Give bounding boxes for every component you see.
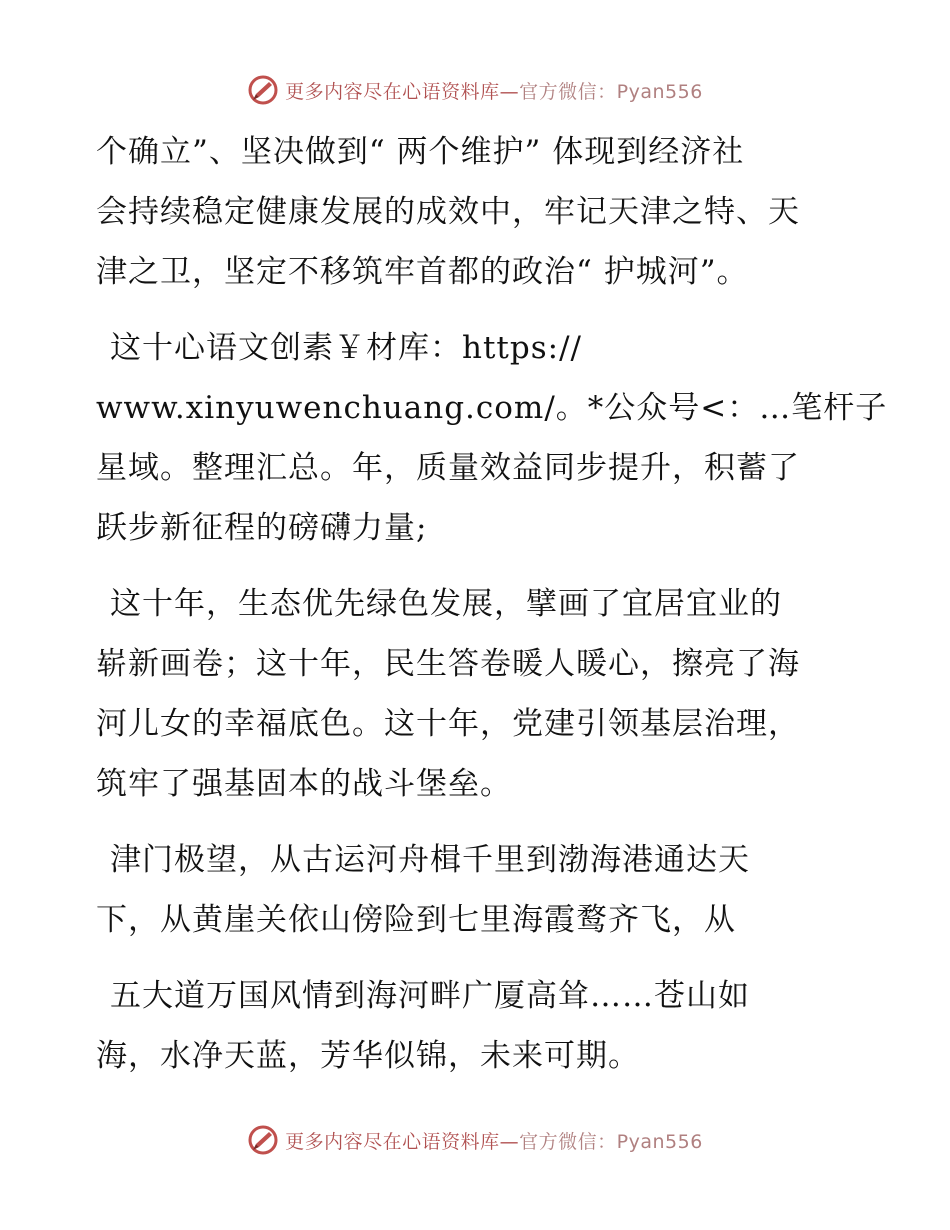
watermark-wechat: 官方微信：Pyan556 bbox=[519, 80, 703, 103]
text-line: 这十心语文创素￥材库：https:// bbox=[110, 330, 582, 366]
text-line: 津门极望，从古运河舟楫千里到渤海港通达天 bbox=[110, 842, 750, 878]
text-line: 筑牢了强基固本的战斗堡垒。 bbox=[96, 766, 512, 802]
paragraph-2 bbox=[96, 318, 888, 558]
text-line: 星域。整理汇总。年，质量效益同步提升，积蓄了 bbox=[96, 450, 800, 486]
document-body bbox=[96, 122, 888, 1102]
watermark-text bbox=[285, 77, 703, 104]
text-line: www.xinyuwenchuang.com/。*公众号<：…笔杆子 bbox=[96, 390, 888, 426]
footer-watermark-banner bbox=[0, 1120, 950, 1160]
xinyu-logo-icon bbox=[247, 1124, 279, 1156]
watermark-text bbox=[285, 1127, 703, 1154]
text-line: 海，水净天蓝，芳华似锦，未来可期。 bbox=[96, 1038, 640, 1074]
text-line: 这十年，生态优先绿色发展，擘画了宜居宜业的 bbox=[110, 586, 782, 622]
text-line: 崭新画卷；这十年，民生答卷暖人暖心，擦亮了海 bbox=[96, 646, 800, 682]
text-line: 津之卫，坚定不移筑牢首都的政治“ 护城河”。 bbox=[96, 254, 749, 290]
watermark-main: 更多内容尽在心语资料库 bbox=[285, 1130, 500, 1153]
watermark-main: 更多内容尽在心语资料库 bbox=[285, 80, 500, 103]
paragraph-1 bbox=[96, 122, 856, 302]
text-line: 五大道万国风情到海河畔广厦高耸……苍山如 bbox=[110, 978, 750, 1014]
watermark-dash: — bbox=[499, 1130, 520, 1153]
text-line: 河儿女的幸福底色。这十年，党建引领基层治理， bbox=[96, 706, 800, 742]
paragraph-5 bbox=[96, 966, 856, 1086]
text-line: 会持续稳定健康发展的成效中，牢记天津之特、天 bbox=[96, 194, 800, 230]
watermark-dash: — bbox=[499, 80, 520, 103]
paragraph-3 bbox=[96, 574, 856, 814]
text-line: 下，从黄崖关依山傍险到七里海霞鹜齐飞，从 bbox=[96, 902, 736, 938]
watermark-wechat: 官方微信：Pyan556 bbox=[519, 1130, 703, 1153]
header-watermark-banner bbox=[0, 70, 950, 110]
xinyu-logo-icon bbox=[247, 74, 279, 106]
paragraph-4 bbox=[96, 830, 856, 950]
text-line: 跃步新征程的磅礴力量; bbox=[96, 510, 428, 546]
text-line: 个确立”、坚决做到“ 两个维护” 体现到经济社 bbox=[96, 134, 745, 170]
